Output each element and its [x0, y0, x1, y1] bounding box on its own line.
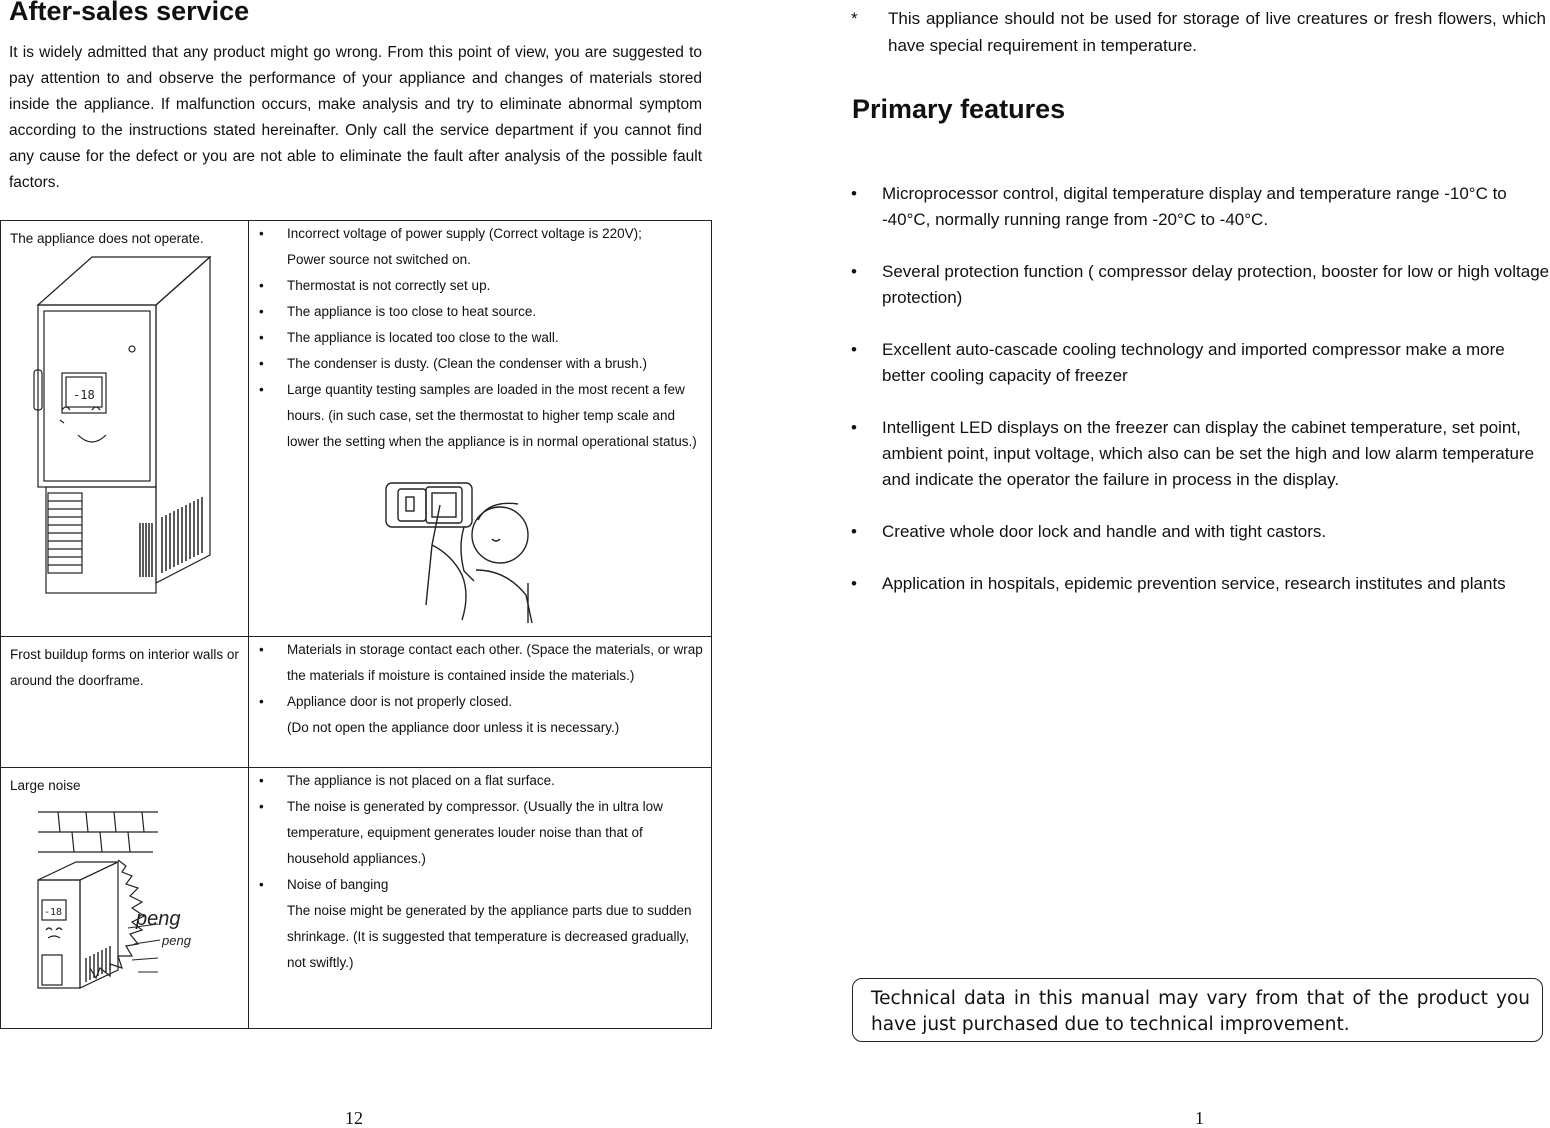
bullet-icon: •: [259, 799, 264, 814]
bullet-icon: •: [851, 340, 857, 359]
page-number-left: 12: [345, 1108, 363, 1128]
list-item: • The condenser is dusty. (Clean the condenser with a brush.): [259, 351, 705, 377]
page-title-primary-features: Primary features: [852, 94, 1066, 124]
symptom-text: Large noise: [10, 778, 81, 793]
bullet-icon: •: [259, 382, 264, 397]
page-number-right: 1: [1195, 1108, 1204, 1128]
list-item: • Thermostat is not correctly set up.: [259, 273, 705, 299]
list-item: • Microprocessor control, digital temperature display and temperature range -10°C to -40°C, normally running range from -20°C to -40°C.: [851, 181, 1550, 233]
list-item: • Creative whole door lock and handle and with tight castors.: [851, 519, 1550, 545]
list-item: • Application in hospitals, epidemic prevention service, research institutes and plants: [851, 571, 1550, 597]
display-reading: -18: [44, 907, 63, 918]
storage-note: [851, 5, 1546, 59]
intro-paragraph: It is widely admitted that any product might go wrong. From this point of view, you are suggested to pay attention to and observe the performance of your appliance and changes of materials stored inside the appliance. If malfunction occurs, make analysis and try to eliminate abnormal symptom according to the instructions stated hereinafter. Only call the service department if you cannot find any cause for the defect or you are not able to eliminate the fault after analysis of the possible fault factors.: [9, 44, 702, 191]
storage-note-text: This appliance should not be used for storage of live creatures or fresh flowers, which have special requirement in temperature.: [888, 9, 1546, 55]
bullet-icon: •: [259, 226, 264, 241]
bullet-icon: •: [851, 184, 857, 203]
bullet-icon: •: [259, 330, 264, 345]
symptom-text: The appliance does not operate.: [10, 231, 204, 246]
bullet-icon: •: [851, 574, 857, 593]
symptom-text: Frost buildup forms on interior walls or around the doorframe.: [10, 647, 239, 688]
list-item: (Do not open the appliance door unless it is necessary.): [287, 720, 620, 735]
causes-cell: [249, 637, 712, 768]
list-item: • Appliance door is not properly closed.: [259, 689, 705, 715]
list-item: • The appliance is located too close to the wall.: [259, 325, 705, 351]
bullet-icon: •: [259, 278, 264, 293]
list-item: • Intelligent LED displays on the freezer can display the cabinet temperature, set point, ambient point, input voltage, which also can be set the high and low alarm temperature and indicate the operator the failure in process in the display.: [851, 415, 1550, 493]
list-item: • Several protection function ( compressor delay protection, booster for low or high voltage protection): [851, 259, 1550, 311]
power-switch-illustration: [380, 475, 535, 625]
list-item: • The appliance is not placed on a flat surface.: [259, 768, 705, 794]
noise-word: peng: [136, 908, 181, 930]
bullet-icon: •: [851, 418, 857, 437]
technical-data-notice: Technical data in this manual may vary from that of the product you have just purchased due to technical improvement.: [852, 978, 1543, 1042]
bullet-icon: •: [851, 262, 857, 281]
list-item: • Incorrect voltage of power supply (Correct voltage is 220V);: [259, 221, 705, 247]
bullet-icon: •: [259, 304, 264, 319]
list-item: The noise might be generated by the appliance parts due to sudden shrinkage. (It is suggested that temperature is decreased gradually, not swiftly.): [287, 903, 692, 970]
asterisk-icon: *: [851, 9, 858, 28]
list-item: • The noise is generated by compressor. (Usually the in ultra low temperature, equipment generates louder noise than that of household appliances.): [259, 794, 705, 872]
list-item: Power source not switched on.: [287, 252, 471, 267]
bullet-icon: •: [259, 356, 264, 371]
list-item: • Large quantity testing samples are loaded in the most recent a few hours. (in such case, set the thermostat to higher temp scale and lower the setting when the appliance is in normal operational status.): [259, 377, 705, 455]
list-item: • Excellent auto-cascade cooling technology and imported compressor make a more better cooling capacity of freezer: [851, 337, 1550, 389]
causes-cell: [249, 768, 712, 1029]
bullet-icon: •: [851, 522, 857, 541]
page-title-after-sales: After-sales service: [9, 0, 250, 26]
cause-list: [259, 221, 705, 455]
cause-list: [259, 768, 705, 976]
cause-list: [259, 637, 705, 741]
noise-illustration: [28, 800, 208, 995]
list-item: • The appliance is too close to heat source.: [259, 299, 705, 325]
list-item: • Noise of banging: [259, 872, 705, 898]
bullet-icon: •: [259, 642, 264, 657]
noise-word: peng: [162, 933, 191, 948]
freezer-illustration: [30, 255, 220, 595]
symptom-cell: [1, 637, 249, 768]
list-item: • Materials in storage contact each other. (Space the materials, or wrap the materials if moisture is contained inside the materials.): [259, 637, 705, 689]
feature-list: [851, 181, 1550, 623]
bullet-icon: •: [259, 773, 264, 788]
display-reading: -18: [73, 388, 95, 402]
bullet-icon: •: [259, 877, 264, 892]
bullet-icon: •: [259, 694, 264, 709]
table-row: [1, 637, 712, 768]
